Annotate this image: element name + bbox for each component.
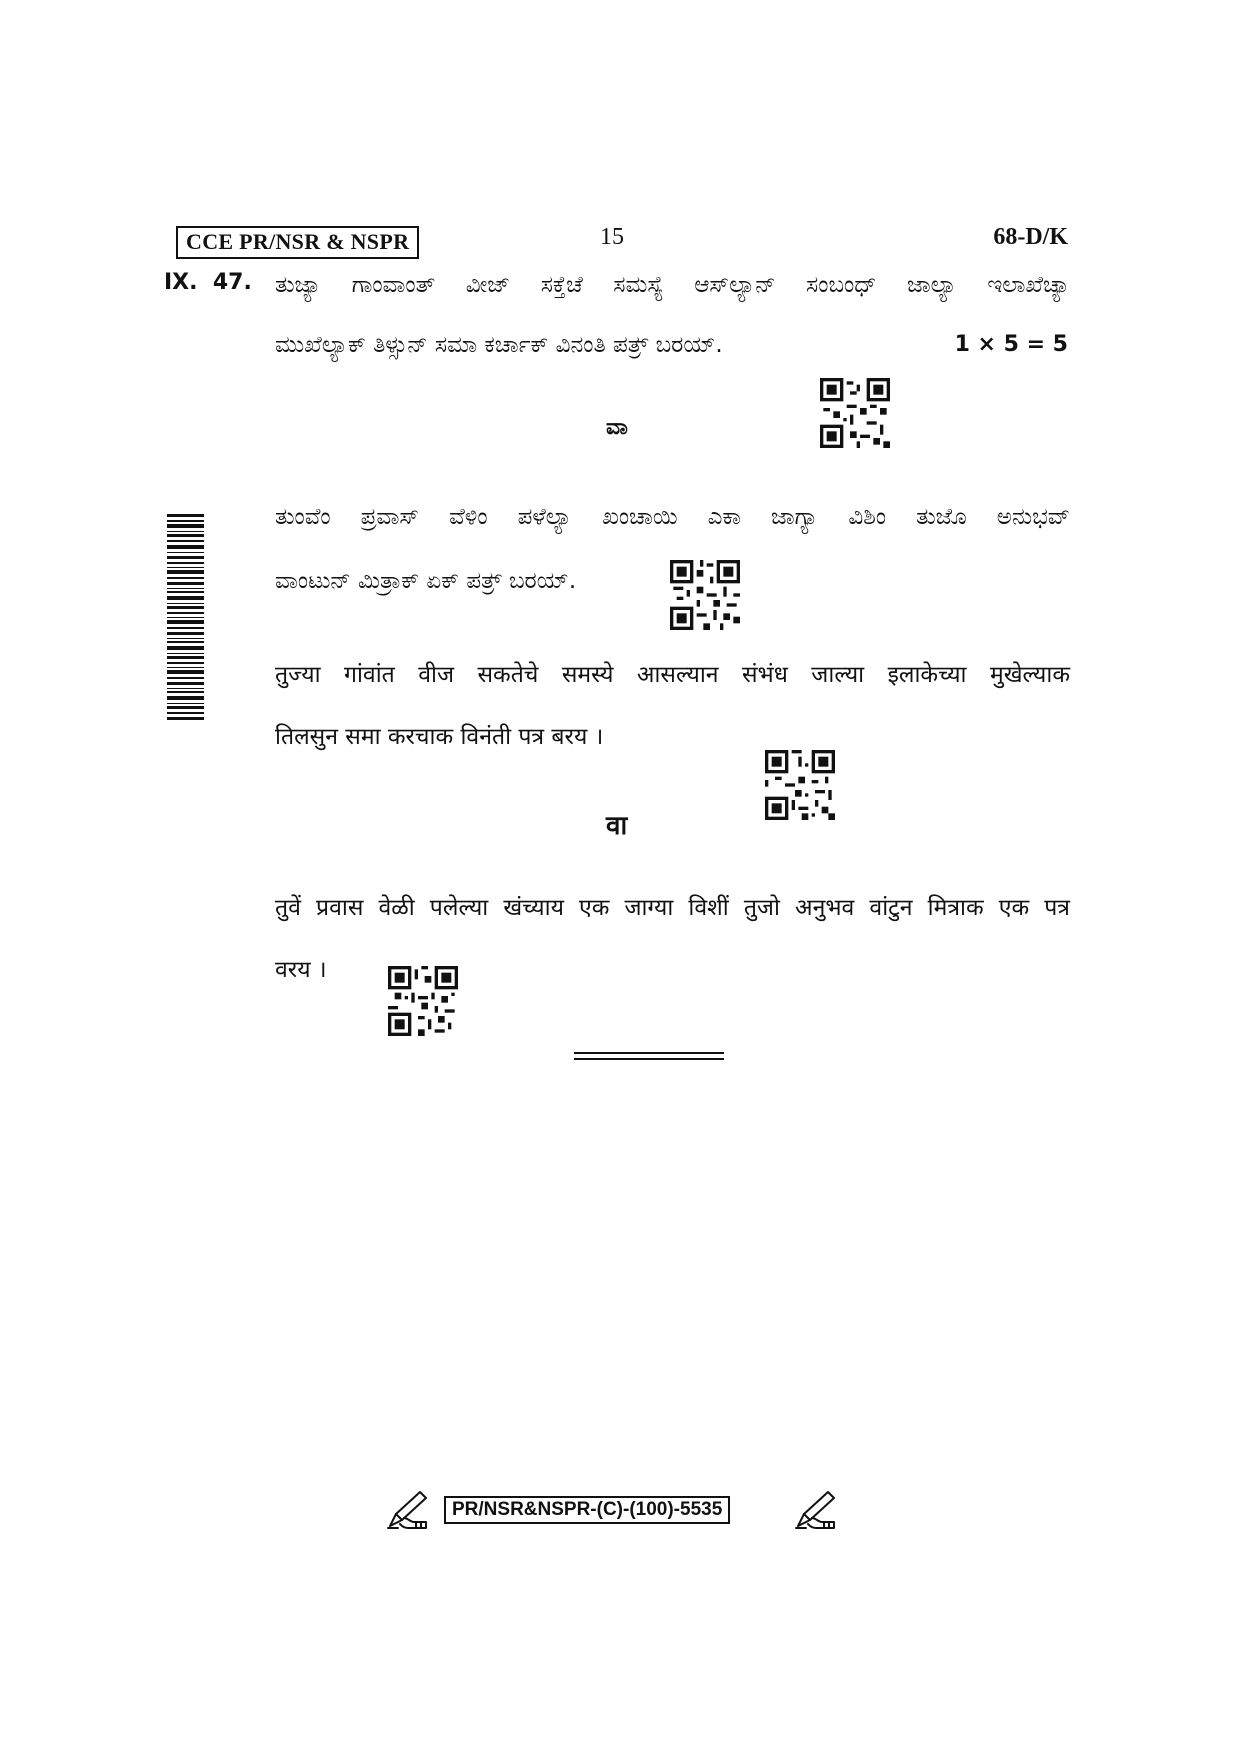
- question-devanagari-line-2: तिलसुन समा करचाक विनंती पत्र बरय ।: [275, 724, 604, 750]
- question-kannada-line-2: ಮುಖೆಲ್ಯಾಕ್ ತಿಳ್ಸುನ್ ಸಮಾ ಕರ್ಚಾಕ್ ವಿನಂತಿ ಪತ್ರ್ ಬರಯ್.: [275, 332, 723, 358]
- marks-label: 1 × 5 = 5: [954, 332, 1068, 357]
- alt-question-devanagari-line-1: तुवें प्रवास वेळी पलेल्या खंच्याय एक जाग्या विशीं तुजो अनुभव वांटुन मित्राक एक पत्र: [275, 895, 1070, 921]
- series-label: CCE PR/NSR & NSPR: [176, 226, 419, 259]
- end-rule-bottom: [574, 1058, 724, 1060]
- or-separator-kannada: ವಾ: [606, 415, 628, 440]
- alt-question-kannada-line-1: ತುಂವೆಂ ಪ್ರವಾಸ್ ವೆಳಿಂ ಪಳೆಲ್ಯಾ ಖಂಚಾಯಿ ಎಕಾ ಜಾಗ್ಯಾ ವಿಶಿಂ ತುಜೊ ಅನುಭವ್: [275, 504, 1070, 530]
- qr-code-icon: [670, 560, 740, 630]
- qr-code-icon: [765, 750, 835, 820]
- section-number: IX.: [164, 270, 198, 295]
- question-index: 47.: [212, 270, 252, 295]
- question-kannada-line-1: ತುಜ್ಯಾ ಗಾಂವಾಂತ್ ವೀಜ್ ಸಕ್ತೆಚೆ ಸಮಸ್ಯೆ ಆಸ್‌ಲ್ಯಾನ್ ಸಂಬಂಧ್ ಜಾಲ್ಯಾ ಇಲಾಖೆಚ್ಯಾ: [275, 272, 1070, 298]
- alt-question-devanagari-line-2: वरय ।: [275, 957, 327, 983]
- paper-code: 68-D/K: [993, 224, 1068, 250]
- alt-question-kannada-line-2: ವಾಂಟುನ್ ಮಿತ್ರಾಕ್ ಏಕ್ ಪತ್ರ್ ಬರಯ್.: [275, 568, 577, 594]
- writing-hand-icon: [386, 1488, 432, 1530]
- end-rule-top: [574, 1052, 724, 1054]
- question-devanagari-line-1: तुज्या गांवांत वीज सकतेचे समस्ये आसल्यान संभंध जाल्या इलाकेच्या मुखेल्याक: [275, 662, 1070, 688]
- barcode-icon: [167, 514, 204, 720]
- qr-code-icon: [820, 378, 890, 448]
- writing-hand-icon: [794, 1488, 840, 1530]
- question-number: [164, 270, 252, 295]
- or-separator-devanagari: वा: [606, 811, 628, 841]
- page-number: 15: [600, 224, 624, 250]
- qr-code-icon: [388, 966, 458, 1036]
- footer-code: PR/NSR&NSPR-(C)-(100)-5535: [444, 1496, 730, 1524]
